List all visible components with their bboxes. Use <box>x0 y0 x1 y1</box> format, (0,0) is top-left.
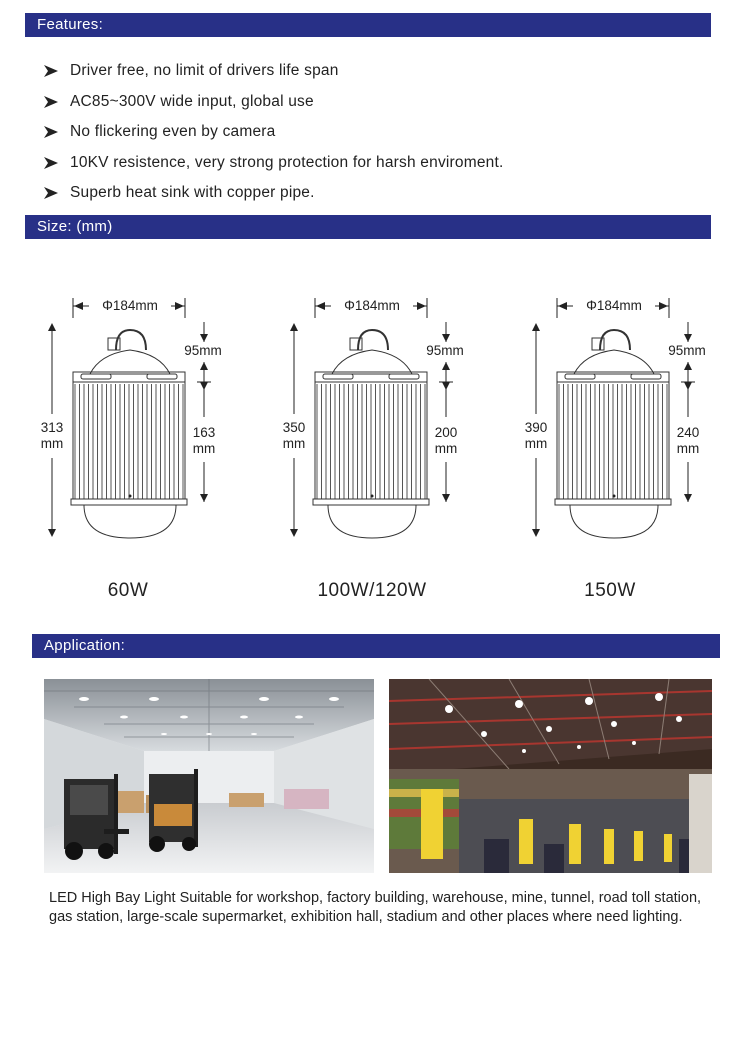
indicator-dot <box>371 495 374 498</box>
application-caption: LED High Bay Light Suitable for workshop, factory building, warehouse, mine, tunnel, road toll station, gas station, large-scale supermarket, exhibition hall, stadium and other places where need lighting. <box>49 890 702 925</box>
lamp-diagram <box>519 292 719 562</box>
total-height-value: 313 <box>40 420 64 435</box>
dimension-arrow <box>684 362 692 370</box>
warehouse-photo <box>44 679 374 873</box>
dimension-arrow <box>442 494 450 502</box>
dimension-arrow <box>684 334 692 342</box>
body-height-value: 163 <box>192 425 216 440</box>
top-cap <box>574 350 654 374</box>
lamp-drawing-60w <box>35 292 235 562</box>
vent-slot <box>323 374 353 379</box>
feature-text: 10KV resistence, very strong protection for harsh enviroment. <box>70 153 504 171</box>
feature-item <box>42 178 702 209</box>
dimension-arrow <box>200 362 208 370</box>
lens-dome <box>328 505 416 538</box>
dimension-arrow <box>200 494 208 502</box>
top-height-label: 95mm <box>426 343 464 358</box>
dimension-arrow <box>532 323 540 331</box>
lens-dome <box>570 505 658 538</box>
dimension-arrow <box>316 302 325 310</box>
dimension-arrow <box>442 334 450 342</box>
dimension-arrow <box>532 529 540 537</box>
dimension-arrow <box>175 302 184 310</box>
top-cap <box>332 350 412 374</box>
vent-slot <box>81 374 111 379</box>
lamp-diagram <box>35 292 235 562</box>
indicator-dot <box>129 495 132 498</box>
feature-item <box>42 117 702 148</box>
dimension-arrow <box>74 302 83 310</box>
vent-slot <box>389 374 419 379</box>
model-wattage: 60W <box>107 580 149 601</box>
arrow-bullet-icon <box>42 125 68 139</box>
vent-slot <box>631 374 661 379</box>
bottom-ring <box>313 499 429 505</box>
arrow-bullet-icon <box>42 156 68 170</box>
size-header: Size: (mm) <box>25 215 711 239</box>
supermarket-photo <box>389 679 712 873</box>
dimension-arrow <box>200 334 208 342</box>
vent-slot <box>147 374 177 379</box>
dimension-arrow <box>558 302 567 310</box>
feature-item <box>42 87 702 118</box>
total-height-unit: mm <box>282 436 306 451</box>
total-height-unit: mm <box>524 436 548 451</box>
indicator-dot <box>613 495 616 498</box>
diameter-label: Φ184mm <box>344 298 400 313</box>
bottom-ring <box>555 499 671 505</box>
body-height-unit: mm <box>192 441 216 456</box>
top-cap <box>90 350 170 374</box>
feature-text: Superb heat sink with copper pipe. <box>70 184 315 202</box>
diameter-label: Φ184mm <box>102 298 158 313</box>
total-height-unit: mm <box>40 436 64 451</box>
feature-item <box>42 56 702 87</box>
dimension-arrow <box>442 382 450 390</box>
lamp-diagram <box>277 292 477 562</box>
dimension-arrow <box>48 323 56 331</box>
lens-dome <box>84 505 176 538</box>
total-height-value: 390 <box>524 420 548 435</box>
total-height-value: 350 <box>282 420 306 435</box>
diameter-label: Φ184mm <box>586 298 642 313</box>
dimension-arrow <box>48 529 56 537</box>
dimension-arrow <box>200 382 208 390</box>
lamp-drawing-150w <box>519 292 719 562</box>
feature-text: AC85~300V wide input, global use <box>70 92 314 110</box>
features-header: Features: <box>25 13 711 37</box>
model-wattage: 150W <box>584 580 636 601</box>
arrow-bullet-icon <box>42 95 68 109</box>
body-height-unit: mm <box>676 441 700 456</box>
top-height-label: 95mm <box>668 343 706 358</box>
model-wattage: 100W/120W <box>317 580 427 601</box>
body-height-value: 200 <box>434 425 458 440</box>
dimension-arrow <box>290 323 298 331</box>
application-header: Application: <box>32 634 720 658</box>
dimension-arrow <box>290 529 298 537</box>
arrow-bullet-icon <box>42 64 68 78</box>
dimension-arrow <box>684 382 692 390</box>
dimension-arrow <box>684 494 692 502</box>
feature-text: Driver free, no limit of drivers life span <box>70 62 339 80</box>
body-height-unit: mm <box>434 441 458 456</box>
body-height-value: 240 <box>676 425 700 440</box>
lamp-drawing-100w <box>277 292 477 562</box>
feature-list <box>42 56 702 209</box>
feature-text: No flickering even by camera <box>70 123 276 141</box>
dimension-arrow <box>659 302 668 310</box>
top-height-label: 95mm <box>184 343 222 358</box>
dimension-arrow <box>442 362 450 370</box>
feature-item <box>42 148 702 179</box>
vent-slot <box>565 374 595 379</box>
bottom-ring <box>71 499 187 505</box>
arrow-bullet-icon <box>42 186 68 200</box>
dimension-arrow <box>417 302 426 310</box>
